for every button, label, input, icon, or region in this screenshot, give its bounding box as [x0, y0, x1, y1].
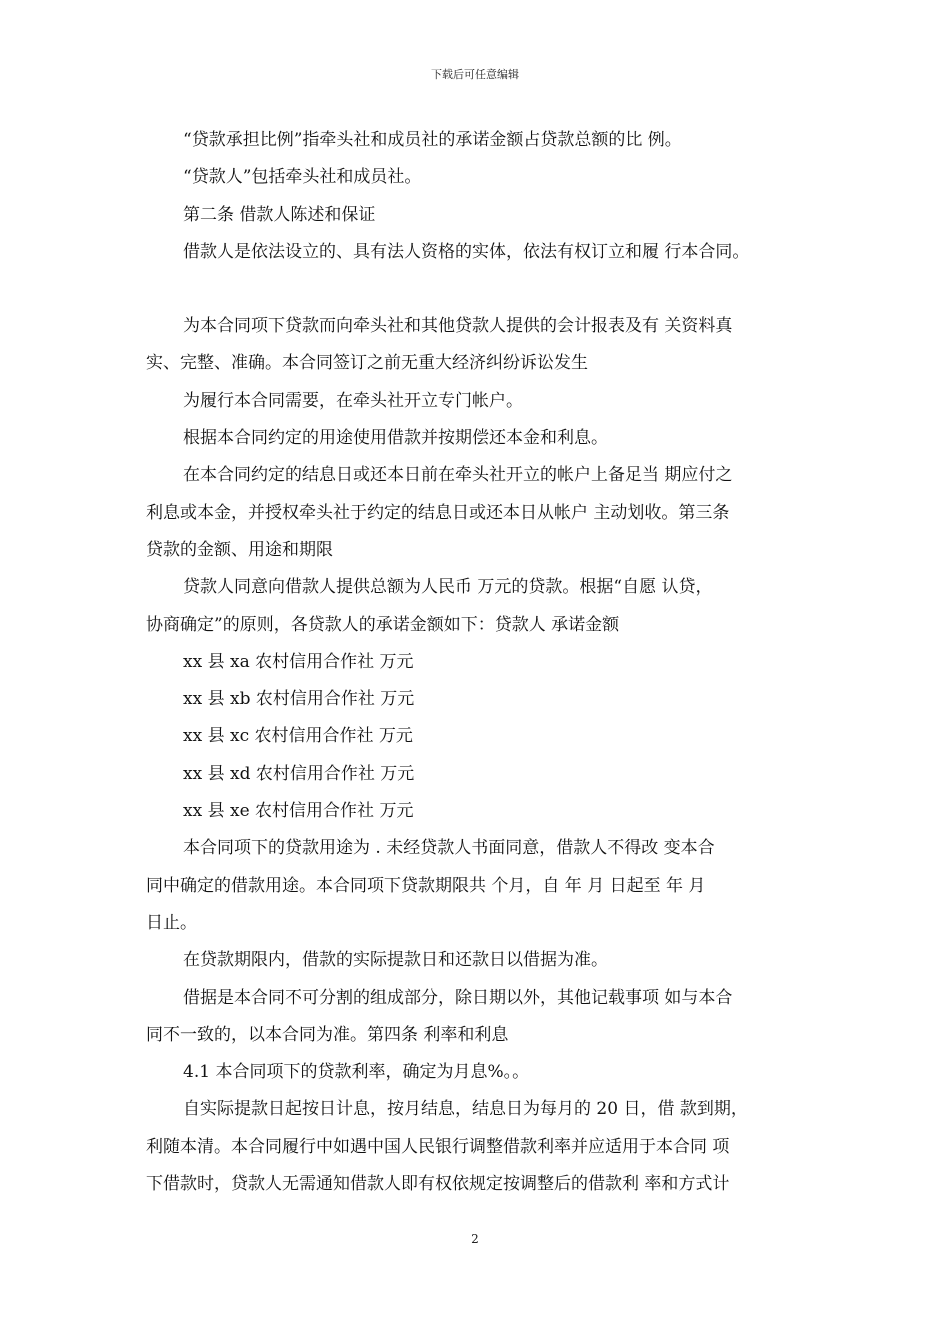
- text-line: 自实际提款日起按日计息，按月结息，结息日为每月的 20 日，借 款到期，: [183, 1099, 748, 1120]
- text-line: 借款人是依法设立的、具有法人资格的实体，依法有权订立和履 行本合同。: [183, 241, 750, 262]
- page-header: 下载后可任意编辑: [431, 68, 519, 81]
- text-line: xx 县 xa 农村信用合作社 万元: [183, 651, 414, 672]
- text-line: 利息或本金，并授权牵头社于约定的结息日或还本日从帐户 主动划收。第三条: [146, 502, 730, 523]
- text-line: 实、完整、准确。本合同签订之前无重大经济纠纷诉讼发生: [146, 353, 588, 374]
- text-line: 本合同项下的贷款用途为 . 未经贷款人书面同意，借款人不得改 变本合: [183, 838, 715, 859]
- text-line: 下借款时，贷款人无需通知借款人即有权依规定按调整后的借款利 率和方式计: [146, 1174, 730, 1195]
- page-number: 2: [471, 1232, 479, 1246]
- text-line: 4.1 本合同项下的贷款利率，确定为月息%。。: [183, 1062, 530, 1083]
- text-line: xx 县 xd 农村信用合作社 万元: [183, 763, 415, 784]
- text-line: 日止。: [146, 912, 197, 933]
- text-line: “贷款承担比例”指牵头社和成员社的承诺金额占贷款总额的比 例。: [183, 130, 682, 150]
- text-line: 利随本清。本合同履行中如遇中国人民银行调整借款利率并应适用于本合同 项: [146, 1136, 730, 1157]
- text-line: xx 县 xb 农村信用合作社 万元: [183, 689, 415, 710]
- text-line: xx 县 xe 农村信用合作社 万元: [183, 801, 414, 822]
- text-line: 为履行本合同需要，在牵头社开立专门帐户。: [183, 390, 523, 411]
- text-line: 在本合同约定的结息日或还本日前在牵头社开立的帐户上备足当 期应付之: [183, 465, 733, 486]
- text-line: 同不一致的，以本合同为准。第四条 利率和利息: [146, 1024, 509, 1045]
- text-line: 在贷款期限内，借款的实际提款日和还款日以借据为准。: [183, 950, 608, 971]
- text-line: 为本合同项下贷款而向牵头社和其他贷款人提供的会计报表及有 关资料真: [183, 316, 733, 337]
- text-line: xx 县 xc 农村信用合作社 万元: [183, 726, 413, 747]
- text-line: 贷款人同意向借款人提供总额为人民币 万元的贷款。根据“自愿 认贷，: [183, 577, 713, 598]
- text-line: 协商确定”的原则，各贷款人的承诺金额如下：贷款人 承诺金额: [146, 614, 620, 635]
- text-line: 贷款的金额、用途和期限: [146, 539, 333, 560]
- blank-line: [146, 271, 826, 308]
- text-line: 同中确定的借款用途。本合同项下贷款期限共 个月，自 年 月 日起至 年 月: [146, 875, 706, 896]
- text-line: 借据是本合同不可分割的组成部分，除日期以外，其他记载事项 如与本合: [183, 987, 733, 1008]
- text-line: “贷款人”包括牵头社和成员社。: [183, 167, 422, 188]
- document-body: [146, 122, 826, 1203]
- text-line: 根据本合同约定的用途使用借款并按期偿还本金和利息。: [183, 428, 608, 449]
- text-line: 第二条 借款人陈述和保证: [183, 204, 376, 225]
